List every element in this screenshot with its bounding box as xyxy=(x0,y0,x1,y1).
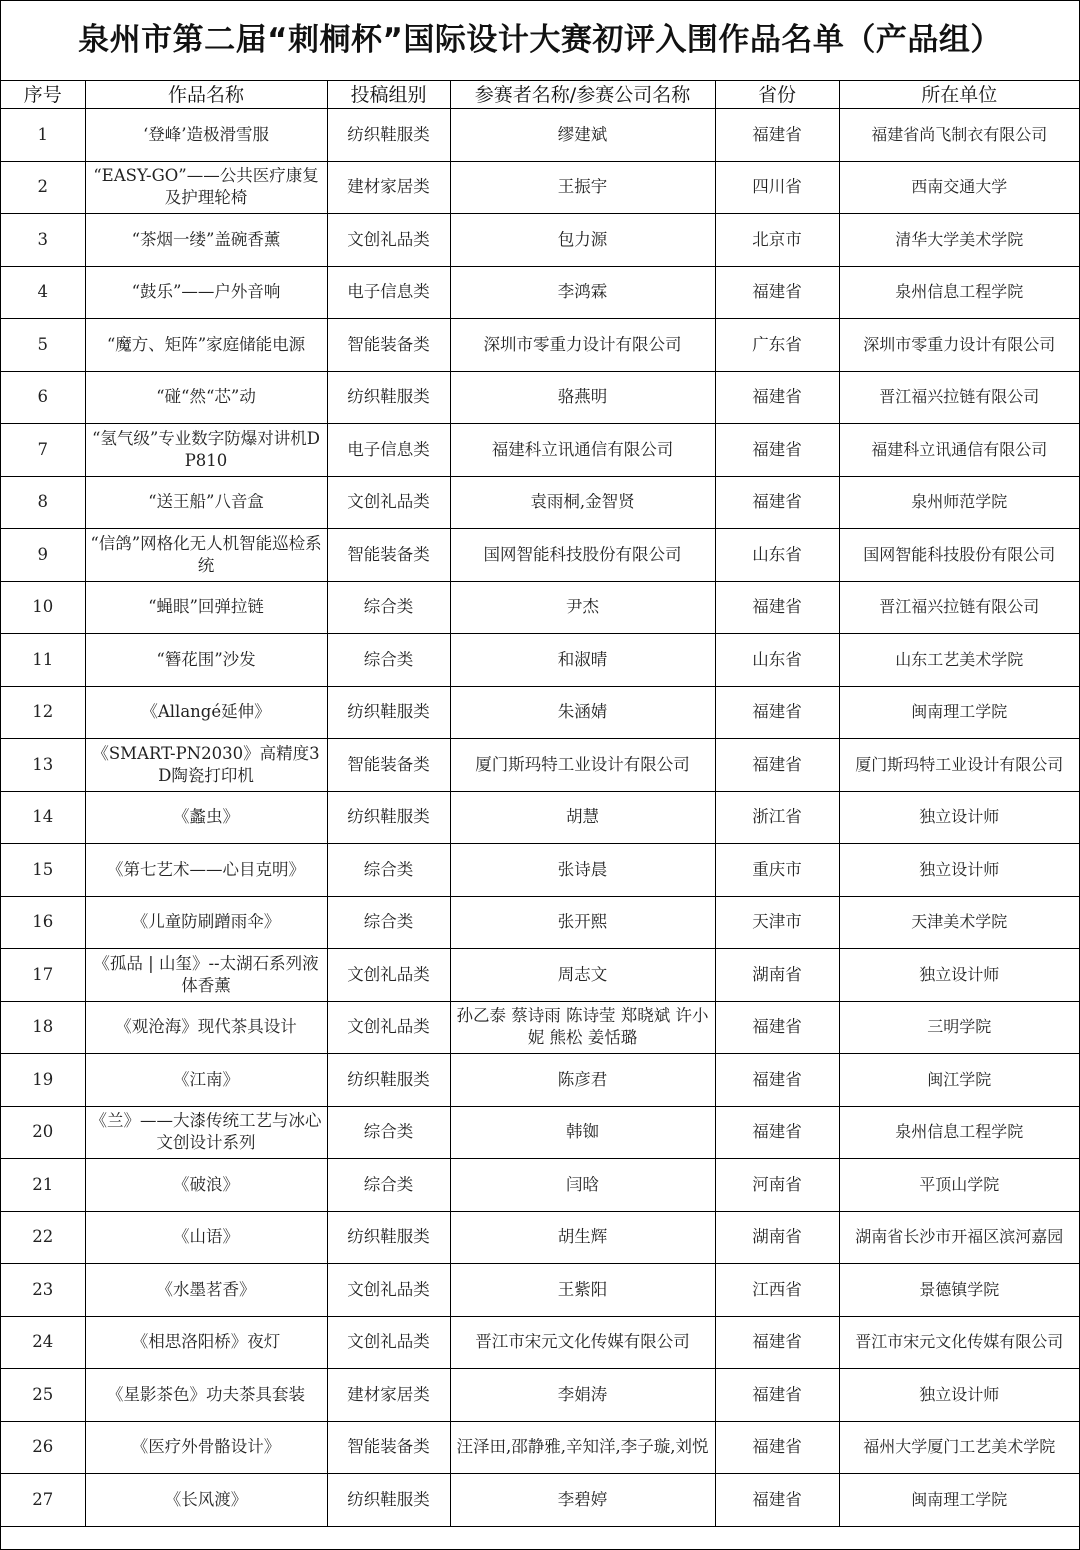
table-row xyxy=(1,1369,1079,1422)
work-name-cell: ‘登峰’造极滑雪服 xyxy=(85,109,327,162)
entrant-name-cell: 骆燕明 xyxy=(450,371,715,424)
work-name-cell: 《兰》——大漆传统工艺与冰心文创设计系列 xyxy=(85,1106,327,1159)
affiliation-cell: 深圳市零重力设计有限公司 xyxy=(839,319,1079,372)
serial-no-cell: 23 xyxy=(1,1264,85,1317)
table-row xyxy=(1,1316,1079,1369)
work-name-cell: 《水墨茗香》 xyxy=(85,1264,327,1317)
entrant-name-cell: 袁雨桐,金智贤 xyxy=(450,476,715,529)
entrant-name-cell: 汪泽田,邵静雅,辛知洋,李子璇,刘悦 xyxy=(450,1421,715,1474)
serial-no-cell: 20 xyxy=(1,1106,85,1159)
serial-no-cell: 26 xyxy=(1,1421,85,1474)
submission-group-cell: 文创礼品类 xyxy=(327,476,450,529)
serial-no-cell: 13 xyxy=(1,739,85,792)
serial-no-cell: 5 xyxy=(1,319,85,372)
affiliation-cell: 平顶山学院 xyxy=(839,1159,1079,1212)
affiliation-cell: 独立设计师 xyxy=(839,1369,1079,1422)
affiliation-cell: 晋江福兴拉链有限公司 xyxy=(839,371,1079,424)
submission-group-cell: 纺织鞋服类 xyxy=(327,1211,450,1264)
affiliation-cell: 厦门斯玛特工业设计有限公司 xyxy=(839,739,1079,792)
submission-group-cell: 智能装备类 xyxy=(327,529,450,582)
work-name-cell: 《医疗外骨骼设计》 xyxy=(85,1421,327,1474)
submission-group-cell: 电子信息类 xyxy=(327,266,450,319)
serial-no-cell: 22 xyxy=(1,1211,85,1264)
submission-group-cell: 文创礼品类 xyxy=(327,214,450,267)
work-name-cell: 《Allangé延伸》 xyxy=(85,686,327,739)
province-cell: 福建省 xyxy=(715,686,839,739)
entrant-name-cell: 王紫阳 xyxy=(450,1264,715,1317)
submission-group-cell: 纺织鞋服类 xyxy=(327,1054,450,1107)
submission-group-cell: 文创礼品类 xyxy=(327,1001,450,1054)
work-name-cell: 《星影茶色》功夫茶具套装 xyxy=(85,1369,327,1422)
affiliation-cell: 闽江学院 xyxy=(839,1054,1079,1107)
submission-group-cell: 纺织鞋服类 xyxy=(327,371,450,424)
table-row xyxy=(1,844,1079,897)
province-cell: 福建省 xyxy=(715,1054,839,1107)
work-name-cell: “蝇眼”回弹拉链 xyxy=(85,581,327,634)
serial-no-cell: 18 xyxy=(1,1001,85,1054)
serial-no-cell: 7 xyxy=(1,424,85,477)
submission-group-cell: 文创礼品类 xyxy=(327,949,450,1002)
entrant-name-cell: 张诗晨 xyxy=(450,844,715,897)
work-name-cell: 《观沧海》现代茶具设计 xyxy=(85,1001,327,1054)
affiliation-cell: 独立设计师 xyxy=(839,844,1079,897)
serial-no-cell: 17 xyxy=(1,949,85,1002)
header-affiliation: 所在单位 xyxy=(839,81,1079,109)
work-name-cell: 《长风渡》 xyxy=(85,1474,327,1527)
submission-group-cell: 纺织鞋服类 xyxy=(327,109,450,162)
province-cell: 福建省 xyxy=(715,1316,839,1369)
affiliation-cell: 三明学院 xyxy=(839,1001,1079,1054)
table-row xyxy=(1,529,1079,582)
serial-no-cell: 11 xyxy=(1,634,85,687)
table-row xyxy=(1,161,1079,214)
table-row xyxy=(1,791,1079,844)
province-cell: 湖南省 xyxy=(715,1211,839,1264)
submission-group-cell: 纺织鞋服类 xyxy=(327,1474,450,1527)
work-name-cell: 《山语》 xyxy=(85,1211,327,1264)
affiliation-cell: 山东工艺美术学院 xyxy=(839,634,1079,687)
work-name-cell: “EASY-GO”——公共医疗康复及护理轮椅 xyxy=(85,161,327,214)
province-cell: 湖南省 xyxy=(715,949,839,1002)
province-cell: 福建省 xyxy=(715,371,839,424)
serial-no-cell: 19 xyxy=(1,1054,85,1107)
serial-no-cell: 21 xyxy=(1,1159,85,1212)
affiliation-cell: 晋江福兴拉链有限公司 xyxy=(839,581,1079,634)
header-submission-group: 投稿组别 xyxy=(327,81,450,109)
entrant-name-cell: 李娟涛 xyxy=(450,1369,715,1422)
affiliation-cell: 福建省尚飞制衣有限公司 xyxy=(839,109,1079,162)
table-row xyxy=(1,1159,1079,1212)
submission-group-cell: 文创礼品类 xyxy=(327,1264,450,1317)
province-cell: 福建省 xyxy=(715,424,839,477)
work-name-cell: “茶烟一缕”盖碗香薰 xyxy=(85,214,327,267)
province-cell: 福建省 xyxy=(715,266,839,319)
header-serial-no: 序号 xyxy=(1,81,85,109)
affiliation-cell: 泉州信息工程学院 xyxy=(839,1106,1079,1159)
province-cell: 重庆市 xyxy=(715,844,839,897)
entrant-name-cell: 李鸿霖 xyxy=(450,266,715,319)
province-cell: 山东省 xyxy=(715,529,839,582)
work-name-cell: “氢气级”专业数字防爆对讲机DP810 xyxy=(85,424,327,477)
submission-group-cell: 建材家居类 xyxy=(327,1369,450,1422)
serial-no-cell: 4 xyxy=(1,266,85,319)
serial-no-cell: 24 xyxy=(1,1316,85,1369)
table-row xyxy=(1,949,1079,1002)
table-body xyxy=(1,109,1079,1527)
work-name-cell: “送王船”八音盒 xyxy=(85,476,327,529)
submission-group-cell: 综合类 xyxy=(327,844,450,897)
table-row xyxy=(1,739,1079,792)
submission-group-cell: 电子信息类 xyxy=(327,424,450,477)
work-name-cell: “魔方、矩阵”家庭储能电源 xyxy=(85,319,327,372)
work-name-cell: 《蠡虫》 xyxy=(85,791,327,844)
work-name-cell: 《江南》 xyxy=(85,1054,327,1107)
affiliation-cell: 天津美术学院 xyxy=(839,896,1079,949)
table-row xyxy=(1,1421,1079,1474)
submission-group-cell: 智能装备类 xyxy=(327,1421,450,1474)
table-row xyxy=(1,371,1079,424)
work-name-cell: 《第七艺术——心目克明》 xyxy=(85,844,327,897)
serial-no-cell: 9 xyxy=(1,529,85,582)
submission-group-cell: 智能装备类 xyxy=(327,319,450,372)
submission-group-cell: 纺织鞋服类 xyxy=(327,686,450,739)
entrant-name-cell: 国网智能科技股份有限公司 xyxy=(450,529,715,582)
entrant-name-cell: 胡慧 xyxy=(450,791,715,844)
work-name-cell: “碰“然“芯”动 xyxy=(85,371,327,424)
table-row xyxy=(1,1474,1079,1527)
serial-no-cell: 6 xyxy=(1,371,85,424)
affiliation-cell: 独立设计师 xyxy=(839,791,1079,844)
entrant-name-cell: 李碧婷 xyxy=(450,1474,715,1527)
submission-group-cell: 纺织鞋服类 xyxy=(327,791,450,844)
province-cell: 福建省 xyxy=(715,109,839,162)
table-row xyxy=(1,266,1079,319)
table-row xyxy=(1,1054,1079,1107)
table-row xyxy=(1,686,1079,739)
header-entrant-name: 参赛者名称/参赛公司名称 xyxy=(450,81,715,109)
serial-no-cell: 8 xyxy=(1,476,85,529)
affiliation-cell: 晋江市宋元文化传媒有限公司 xyxy=(839,1316,1079,1369)
entrant-name-cell: 厦门斯玛特工业设计有限公司 xyxy=(450,739,715,792)
submission-group-cell: 综合类 xyxy=(327,634,450,687)
province-cell: 天津市 xyxy=(715,896,839,949)
table-row xyxy=(1,424,1079,477)
entrant-name-cell: 深圳市零重力设计有限公司 xyxy=(450,319,715,372)
entrant-name-cell: 福建科立讯通信有限公司 xyxy=(450,424,715,477)
serial-no-cell: 14 xyxy=(1,791,85,844)
entrant-name-cell: 韩铷 xyxy=(450,1106,715,1159)
affiliation-cell: 湖南省长沙市开福区滨河嘉园 xyxy=(839,1211,1079,1264)
affiliation-cell: 闽南理工学院 xyxy=(839,1474,1079,1527)
document-title: 泉州市第二届“刺桐杯”国际设计大赛初评入围作品名单（产品组） xyxy=(1,1,1079,81)
work-name-cell: “信鸽”网格化无人机智能巡检系统 xyxy=(85,529,327,582)
entrant-name-cell: 王振宇 xyxy=(450,161,715,214)
submission-group-cell: 综合类 xyxy=(327,581,450,634)
table-row xyxy=(1,581,1079,634)
province-cell: 福建省 xyxy=(715,739,839,792)
submission-group-cell: 智能装备类 xyxy=(327,739,450,792)
serial-no-cell: 10 xyxy=(1,581,85,634)
work-name-cell: 《相思洛阳桥》夜灯 xyxy=(85,1316,327,1369)
header-province: 省份 xyxy=(715,81,839,109)
header-work-name: 作品名称 xyxy=(85,81,327,109)
affiliation-cell: 独立设计师 xyxy=(839,949,1079,1002)
entrant-name-cell: 朱涵婧 xyxy=(450,686,715,739)
table-row xyxy=(1,1106,1079,1159)
work-name-cell: “鼓乐”——户外音响 xyxy=(85,266,327,319)
work-name-cell: 《SMART-PN2030》高精度3D陶瓷打印机 xyxy=(85,739,327,792)
table-row xyxy=(1,319,1079,372)
affiliation-cell: 福州大学厦门工艺美术学院 xyxy=(839,1421,1079,1474)
province-cell: 河南省 xyxy=(715,1159,839,1212)
shortlist-table xyxy=(1,81,1079,1527)
table-row xyxy=(1,896,1079,949)
province-cell: 福建省 xyxy=(715,581,839,634)
affiliation-cell: 闽南理工学院 xyxy=(839,686,1079,739)
province-cell: 福建省 xyxy=(715,476,839,529)
work-name-cell: 《儿童防刷蹭雨伞》 xyxy=(85,896,327,949)
table-row xyxy=(1,634,1079,687)
work-name-cell: 《孤品 | 山玺》--太湖石系列液体香薰 xyxy=(85,949,327,1002)
affiliation-cell: 清华大学美术学院 xyxy=(839,214,1079,267)
table-row xyxy=(1,1001,1079,1054)
submission-group-cell: 综合类 xyxy=(327,896,450,949)
province-cell: 福建省 xyxy=(715,1421,839,1474)
province-cell: 广东省 xyxy=(715,319,839,372)
submission-group-cell: 综合类 xyxy=(327,1159,450,1212)
table-row xyxy=(1,476,1079,529)
serial-no-cell: 25 xyxy=(1,1369,85,1422)
affiliation-cell: 景德镇学院 xyxy=(839,1264,1079,1317)
serial-no-cell: 2 xyxy=(1,161,85,214)
entrant-name-cell: 周志文 xyxy=(450,949,715,1002)
affiliation-cell: 国网智能科技股份有限公司 xyxy=(839,529,1079,582)
serial-no-cell: 15 xyxy=(1,844,85,897)
province-cell: 山东省 xyxy=(715,634,839,687)
province-cell: 江西省 xyxy=(715,1264,839,1317)
submission-group-cell: 建材家居类 xyxy=(327,161,450,214)
work-name-cell: “簪花围”沙发 xyxy=(85,634,327,687)
entrant-name-cell: 闫晗 xyxy=(450,1159,715,1212)
province-cell: 福建省 xyxy=(715,1106,839,1159)
province-cell: 四川省 xyxy=(715,161,839,214)
province-cell: 北京市 xyxy=(715,214,839,267)
table-row xyxy=(1,1264,1079,1317)
table-row xyxy=(1,109,1079,162)
submission-group-cell: 综合类 xyxy=(327,1106,450,1159)
affiliation-cell: 西南交通大学 xyxy=(839,161,1079,214)
entrant-name-cell: 孙乙泰 蔡诗雨 陈诗莹 郑晓斌 许小妮 熊松 姜恬璐 xyxy=(450,1001,715,1054)
entrant-name-cell: 包力源 xyxy=(450,214,715,267)
province-cell: 浙江省 xyxy=(715,791,839,844)
entrant-name-cell: 和淑晴 xyxy=(450,634,715,687)
entrant-name-cell: 胡生辉 xyxy=(450,1211,715,1264)
entrant-name-cell: 陈彦君 xyxy=(450,1054,715,1107)
province-cell: 福建省 xyxy=(715,1369,839,1422)
serial-no-cell: 12 xyxy=(1,686,85,739)
affiliation-cell: 泉州师范学院 xyxy=(839,476,1079,529)
submission-group-cell: 文创礼品类 xyxy=(327,1316,450,1369)
entrant-name-cell: 尹杰 xyxy=(450,581,715,634)
serial-no-cell: 27 xyxy=(1,1474,85,1527)
header-row xyxy=(1,81,1079,109)
serial-no-cell: 1 xyxy=(1,109,85,162)
entrant-name-cell: 晋江市宋元文化传媒有限公司 xyxy=(450,1316,715,1369)
entrant-name-cell: 缪建斌 xyxy=(450,109,715,162)
affiliation-cell: 福建科立讯通信有限公司 xyxy=(839,424,1079,477)
work-name-cell: 《破浪》 xyxy=(85,1159,327,1212)
serial-no-cell: 3 xyxy=(1,214,85,267)
entrant-name-cell: 张开熙 xyxy=(450,896,715,949)
serial-no-cell: 16 xyxy=(1,896,85,949)
province-cell: 福建省 xyxy=(715,1474,839,1527)
affiliation-cell: 泉州信息工程学院 xyxy=(839,266,1079,319)
table-row xyxy=(1,214,1079,267)
table-row xyxy=(1,1211,1079,1264)
province-cell: 福建省 xyxy=(715,1001,839,1054)
